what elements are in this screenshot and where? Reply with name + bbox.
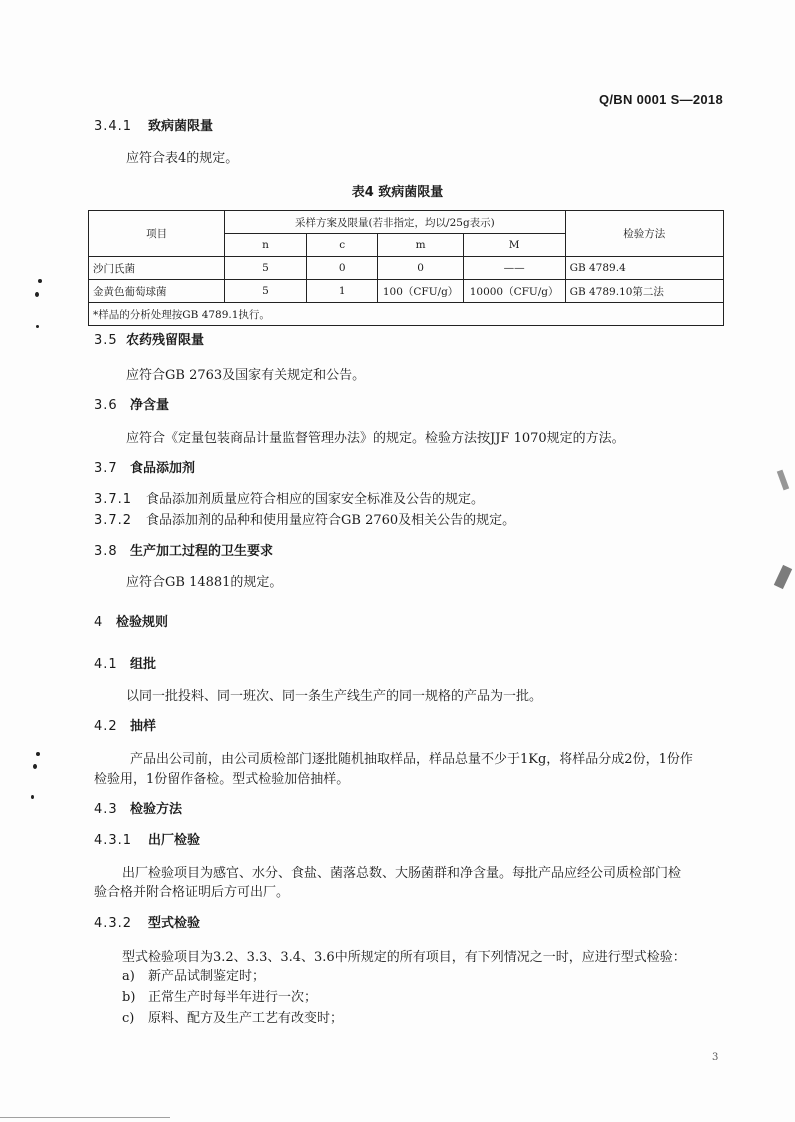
list-item-text: 原料、配方及生产工艺有改变时； (148, 1011, 344, 1026)
scan-dot (36, 325, 39, 328)
para-4-3-1-line2: 验合格并附合格证明后方可出厂。 (94, 885, 290, 900)
section-number: 4.2 (94, 719, 118, 734)
list-marker: b) (122, 990, 136, 1005)
list-item-text: 新产品试制鉴定时； (148, 969, 266, 984)
edge-smudge (777, 470, 789, 491)
section-title: 抽样 (130, 719, 157, 734)
edge-smudge (774, 565, 792, 589)
pathogen-limit-table (88, 210, 724, 326)
para-4-2-line1: 产品出公司前，由公司质检部门逐批随机抽取样品，样品总量不少于1Kg，将样品分成2份，1份作 (130, 752, 693, 767)
header-n: n (225, 234, 307, 257)
cell-method: GB 4789.10第二法 (565, 280, 723, 303)
table-caption: 表4 致病菌限量 (351, 185, 444, 200)
section-number: 3.7.1 (94, 492, 133, 507)
scan-dot (35, 292, 39, 297)
heading-4-3 (94, 801, 182, 819)
doc-code: Q/BN 0001 S—2018 (598, 92, 723, 107)
section-number: 3.4.1 (94, 119, 133, 134)
cell-m: 0 (378, 257, 463, 280)
header-sampling-plan: 采样方案及限量(若非指定，均以/25g表示) (225, 211, 565, 234)
header-item: 项目 (89, 211, 225, 257)
section-title: 净含量 (130, 398, 170, 413)
header-m: m (378, 234, 463, 257)
section-title: 生产加工过程的卫生要求 (130, 544, 274, 559)
table-row (89, 257, 724, 280)
scan-dot (33, 764, 37, 769)
section-number: 3.5 (94, 333, 118, 348)
heading-3-4-1 (94, 118, 213, 136)
cell-m: 100（CFU/g） (378, 280, 463, 303)
list-item (122, 968, 265, 986)
heading-4-2 (94, 718, 156, 736)
cell-item: 沙门氏菌 (89, 257, 225, 280)
cell-n: 5 (225, 280, 307, 303)
table-header-row (89, 211, 724, 234)
section-number: 3.6 (94, 398, 118, 413)
section-title: 致病菌限量 (148, 119, 214, 134)
section-title: 组批 (130, 657, 157, 672)
section-title: 食品添加剂 (130, 461, 196, 476)
section-title: 出厂检验 (148, 833, 201, 848)
para-4-3-1-line1: 出厂检验项目为感官、水分、食盐、菌落总数、大肠菌群和净含量。每批产品应经公司质检部门检 (122, 866, 682, 881)
section-number: 4.3.1 (94, 833, 133, 848)
scan-dot (38, 279, 42, 283)
table-note-row (89, 303, 724, 326)
para-3-7-1 (94, 491, 484, 509)
clause-text: 食品添加剂的品种和使用量应符合GB 2760及相关公告的规定。 (146, 513, 516, 528)
cell-M: 10000（CFU/g） (463, 280, 565, 303)
heading-3-5 (94, 332, 204, 350)
page-number: 3 (712, 1052, 719, 1063)
heading-4-3-1 (94, 832, 200, 850)
header-method: 检验方法 (565, 211, 723, 257)
cell-c: 0 (306, 257, 378, 280)
cell-c: 1 (306, 280, 378, 303)
table-note: *样品的分析处理按GB 4789.1执行。 (89, 303, 724, 326)
section-title: 农药残留限量 (126, 333, 205, 348)
list-item (122, 989, 317, 1007)
section-number: 4 (94, 615, 104, 630)
cell-M: —— (463, 257, 565, 280)
section-title: 检验规则 (116, 615, 169, 630)
para-4-1: 以同一批投料、同一班次、同一条生产线生产的同一规格的产品为一批。 (126, 689, 543, 704)
para-4-2-line2: 检验用，1份留作备检。型式检验加倍抽样。 (94, 772, 350, 787)
section-title: 检验方法 (130, 802, 183, 817)
heading-3-8 (94, 543, 273, 561)
scan-dot (36, 752, 40, 756)
clause-text: 食品添加剂质量应符合相应的国家安全标准及公告的规定。 (146, 492, 485, 507)
section-number: 4.3 (94, 802, 118, 817)
cell-item: 金黄色葡萄球菌 (89, 280, 225, 303)
section-number: 3.7.2 (94, 513, 133, 528)
para-3-5: 应符合GB 2763及国家有关规定和公告。 (126, 368, 366, 383)
heading-3-6 (94, 397, 169, 415)
cell-n: 5 (225, 257, 307, 280)
cell-method: GB 4789.4 (565, 257, 723, 280)
para-3-6: 应符合《定量包装商品计量监督管理办法》的规定。检验方法按JJF 1070规定的方法。 (126, 431, 625, 446)
list-marker: a) (122, 969, 135, 984)
section-title: 型式检验 (148, 916, 201, 931)
header-c: c (306, 234, 378, 257)
heading-4-1 (94, 656, 156, 674)
para-4-3-2: 型式检验项目为3.2、3.3、3.4、3.6中所规定的所有项目，有下列情况之一时，应进行型式检验： (122, 950, 686, 965)
header-M: M (463, 234, 565, 257)
heading-4 (94, 614, 168, 632)
scan-dot (31, 795, 34, 799)
section-number: 4.3.2 (94, 916, 133, 931)
heading-3-7 (94, 460, 195, 478)
table-row (89, 280, 724, 303)
section-number: 4.1 (94, 657, 118, 672)
para-3-4-1: 应符合表4的规定。 (126, 151, 239, 166)
para-3-8: 应符合GB 14881的规定。 (126, 575, 283, 590)
section-number: 3.8 (94, 544, 118, 559)
section-number: 3.7 (94, 461, 118, 476)
list-marker: c) (122, 1011, 135, 1026)
heading-4-3-2 (94, 915, 200, 933)
edge-line (0, 1117, 170, 1118)
list-item (122, 1010, 343, 1028)
list-item-text: 正常生产时每半年进行一次； (148, 990, 318, 1005)
para-3-7-2 (94, 512, 515, 530)
